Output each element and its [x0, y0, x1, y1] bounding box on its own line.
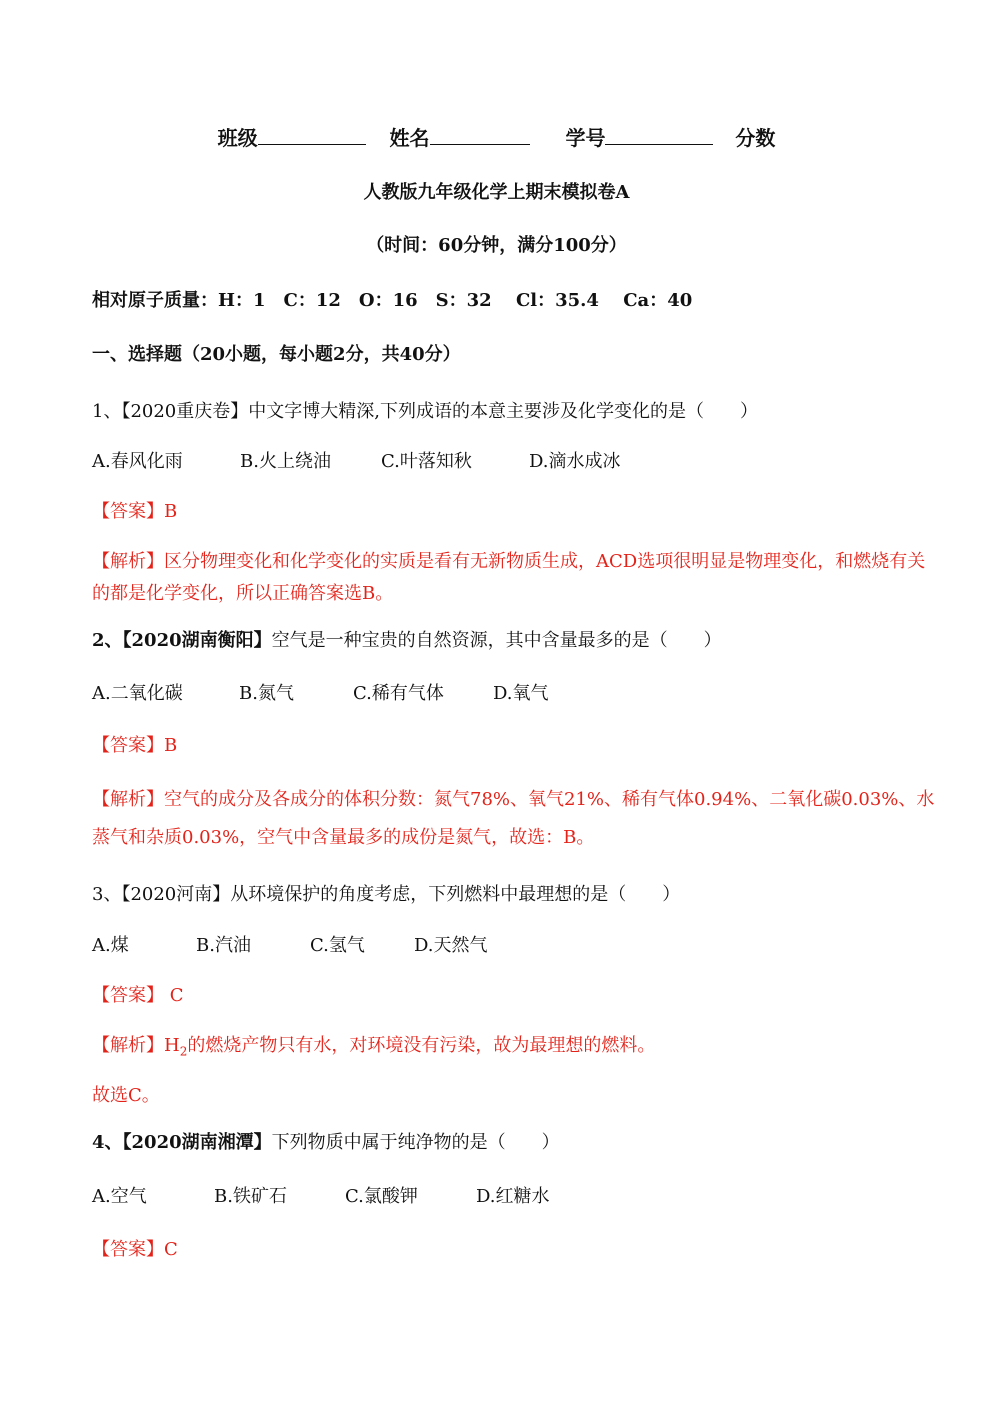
name-blank[interactable] — [430, 124, 530, 145]
question-3-options — [92, 931, 488, 957]
student-id-blank[interactable] — [605, 124, 713, 145]
option-a[interactable]: A.二氧化碳 — [92, 683, 183, 704]
question-3-answer: 【答案】 C — [92, 985, 184, 1006]
option-b[interactable]: B.铁矿石 — [214, 1186, 287, 1207]
exam-time-info: （时间：60分钟，满分100分） — [366, 235, 627, 256]
student-id-label: 学号 — [565, 126, 606, 150]
option-b[interactable]: B.火上绕油 — [240, 451, 331, 472]
student-info-line — [0, 122, 993, 151]
question-3-number: 3、 — [92, 884, 122, 905]
question-2-analysis-line1: 【解析】空气的成分及各成分的体积分数：氮气78%、氧气21%、稀有气体0.94%、二氧化碳0.03%、水 — [92, 789, 935, 810]
question-1-stem — [92, 397, 758, 423]
option-d[interactable]: D.红糖水 — [476, 1186, 550, 1207]
option-d[interactable]: D.天然气 — [414, 935, 488, 956]
analysis-text: 的燃烧产物只有水，对环境没有污染，故为最理想的燃料。 — [187, 1035, 656, 1056]
analysis-prefix: 【解析】H — [92, 1035, 180, 1056]
question-2-number: 2、 — [92, 630, 123, 651]
question-3-source: 【2020河南】 — [121, 884, 231, 905]
question-1-analysis-line1: 【解析】区分物理变化和化学变化的实质是看有无新物质生成，ACD选项很明显是物理变化，和燃烧有关 — [92, 551, 926, 572]
question-4-number: 4、 — [92, 1132, 123, 1153]
question-4-options — [92, 1182, 550, 1208]
question-1-source: 【2020重庆卷】 — [121, 401, 249, 422]
score-label: 分数 — [735, 126, 776, 150]
name-label: 姓名 — [389, 126, 430, 150]
class-blank[interactable] — [258, 124, 366, 145]
question-4-text: 下列物质中属于纯净物的是（ ） — [271, 1132, 560, 1153]
question-1-text: 中文字博大精深,下列成语的本意主要涉及化学变化的是（ ） — [248, 401, 758, 422]
option-d[interactable]: D.滴水成冰 — [529, 451, 621, 472]
subscript-2: 2 — [179, 1044, 188, 1059]
class-label: 班级 — [217, 126, 258, 150]
question-2-stem — [92, 626, 722, 652]
exam-title: 人教版九年级化学上期末模拟卷A — [363, 182, 630, 203]
question-4-source: 【2020湖南湘潭】 — [122, 1132, 272, 1153]
option-b[interactable]: B.氮气 — [239, 683, 294, 704]
question-3-text: 从环境保护的角度考虑，下列燃料中最理想的是（ ） — [230, 884, 681, 905]
option-c[interactable]: C.氯酸钾 — [345, 1186, 418, 1207]
question-3-stem — [92, 880, 680, 906]
option-a[interactable]: A.空气 — [92, 1186, 147, 1207]
question-4-answer: 【答案】C — [92, 1239, 178, 1260]
section-title: 一、选择题（20小题，每小题2分，共40分） — [92, 344, 461, 365]
option-c[interactable]: C.氢气 — [310, 935, 365, 956]
question-1-options — [92, 447, 621, 473]
option-c[interactable]: C.叶落知秋 — [381, 451, 472, 472]
option-d[interactable]: D.氧气 — [493, 683, 549, 704]
question-1-analysis-line2: 的都是化学变化，所以正确答案选B。 — [92, 583, 394, 604]
atomic-mass-line: 相对原子质量：H：1 C：12 O：16 S：32 Cl：35.4 Ca：40 — [92, 290, 693, 311]
question-2-text: 空气是一种宝贵的自然资源，其中含量最多的是（ ） — [271, 630, 722, 651]
question-2-source: 【2020湖南衡阳】 — [122, 630, 272, 651]
question-2-options — [92, 679, 549, 705]
question-3-analysis-line1 — [92, 1031, 655, 1059]
option-a[interactable]: A.煤 — [92, 935, 129, 956]
option-b[interactable]: B.汽油 — [196, 935, 251, 956]
question-2-answer: 【答案】B — [92, 735, 178, 756]
option-a[interactable]: A.春风化雨 — [92, 451, 183, 472]
option-c[interactable]: C.稀有气体 — [353, 683, 444, 704]
question-1-answer: 【答案】B — [92, 501, 178, 522]
question-1-number: 1、 — [92, 401, 122, 422]
question-3-analysis-line2: 故选C。 — [92, 1085, 160, 1106]
question-2-analysis-line2: 蒸气和杂质0.03%，空气中含量最多的成份是氮气，故选：B。 — [92, 827, 595, 848]
question-4-stem — [92, 1128, 560, 1154]
